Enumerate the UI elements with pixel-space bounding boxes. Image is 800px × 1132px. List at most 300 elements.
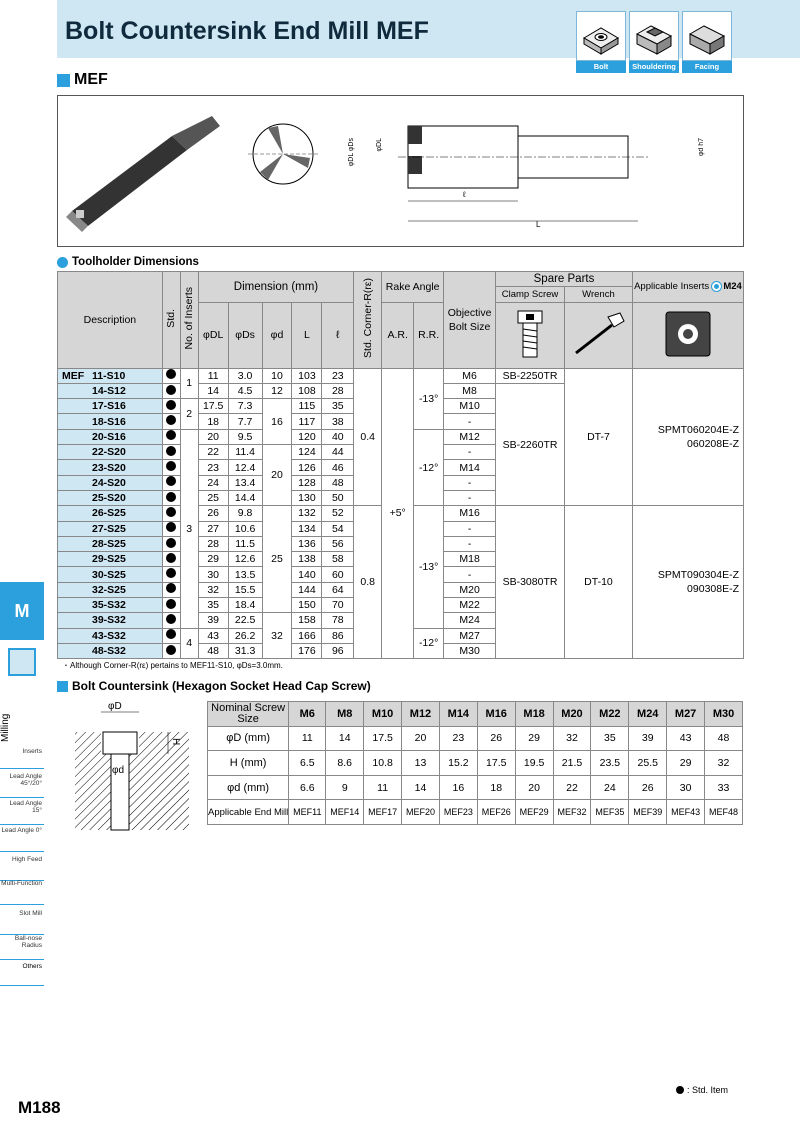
- std-cell: [162, 429, 180, 444]
- clamp-screw-image: [496, 302, 565, 368]
- sidebar-divider: [0, 824, 44, 825]
- model-label: 27-S25: [92, 522, 126, 535]
- L-cell: 158: [292, 613, 322, 628]
- std-cell: [162, 445, 180, 460]
- l-header: ℓ: [322, 302, 354, 368]
- description-cell: [58, 414, 163, 429]
- dimension-header: Dimension (mm): [198, 272, 354, 303]
- table-cell: MEF32: [553, 800, 591, 825]
- table-cell: 20: [402, 726, 440, 751]
- bolt-countersinking-tile: [576, 11, 632, 83]
- l-cell: 86: [322, 628, 354, 643]
- bolt-d-label: φd: [112, 765, 125, 776]
- description-cell: [58, 429, 163, 444]
- std-dot-icon: [166, 446, 176, 456]
- L-cell: 120: [292, 429, 322, 444]
- wrench-cell: DT-10: [564, 506, 632, 659]
- table-cell: 29: [667, 751, 705, 776]
- model-label: 20-S16: [92, 430, 126, 443]
- std-item-label: : Std. Item: [687, 1085, 729, 1095]
- sidebar-divider: [0, 851, 44, 852]
- description-cell: [58, 383, 163, 398]
- L-cell: 134: [292, 521, 322, 536]
- sidebar-divider: [0, 959, 44, 960]
- table-cell: MEF11: [289, 800, 326, 825]
- insert-image: [632, 302, 743, 368]
- std-dot-icon: [166, 568, 176, 578]
- dl-cell: 17.5: [198, 399, 228, 414]
- std-cell: [162, 414, 180, 429]
- sidebar-item[interactable]: Lead Angle 0°: [1, 827, 42, 834]
- table-cell: MEF20: [402, 800, 440, 825]
- clamp-screw-header: Clamp Screw: [496, 287, 565, 302]
- table-cell: 14: [326, 726, 364, 751]
- l-cell: 70: [322, 598, 354, 613]
- toolholder-dimensions-table: [57, 271, 744, 659]
- description-cell: [58, 598, 163, 613]
- bolt-size-cell: -: [444, 521, 496, 536]
- wrench-header: Wrench: [564, 287, 632, 302]
- ds-cell: 31.3: [228, 643, 262, 658]
- section-bolt-heading: [57, 679, 371, 693]
- L-cell: 140: [292, 567, 322, 582]
- inserts-cell: 4: [180, 628, 198, 659]
- L-cell: 144: [292, 582, 322, 597]
- L-cell: 115: [292, 399, 322, 414]
- tool-drawing-frame: [57, 95, 744, 247]
- rake-angle-header: Rake Angle: [382, 272, 444, 303]
- L-cell: 130: [292, 490, 322, 505]
- std-cell: [162, 383, 180, 398]
- d-cell: 10: [262, 368, 292, 383]
- rr-header: R.R.: [414, 302, 444, 368]
- std-cell: [162, 490, 180, 505]
- screw-size-header: M12: [402, 702, 440, 727]
- table-cell: 6.5: [289, 751, 326, 776]
- insert-icon: [662, 308, 714, 360]
- l-cell: 46: [322, 460, 354, 475]
- table-cell: 39: [629, 726, 667, 751]
- model-label: 28-S25: [92, 538, 126, 550]
- facing-tile: [682, 11, 732, 73]
- sidebar: [0, 582, 44, 742]
- sidebar-item[interactable]: Slot Mill: [19, 910, 42, 917]
- d-cell: 20: [262, 445, 292, 506]
- table-row: [58, 368, 744, 383]
- std-cell: [162, 613, 180, 628]
- clamp-screw-icon: [515, 309, 545, 359]
- ds-cell: 3.0: [228, 368, 262, 383]
- bolt-size-cell: M24: [444, 613, 496, 628]
- ar-header: A.R.: [382, 302, 414, 368]
- shank-d-label: φd h7: [698, 138, 705, 157]
- bolt-countersinking-label: Bolt Countersinking: [576, 62, 632, 83]
- std-cell: [162, 368, 180, 383]
- dl-cell: 32: [198, 582, 228, 597]
- rr-cell: -12°: [414, 429, 444, 505]
- wrench-icon: [568, 309, 628, 359]
- dl-cell: 20: [198, 429, 228, 444]
- table-row: [208, 751, 743, 776]
- model-label: 11-S10: [92, 369, 126, 382]
- description-cell: [58, 582, 163, 597]
- dl-cell: 26: [198, 506, 228, 521]
- table-cell: 48: [705, 726, 743, 751]
- d-cell: 16: [262, 399, 292, 445]
- sidebar-item[interactable]: Lead Angle 15°: [9, 800, 42, 814]
- screw-size-header: M16: [477, 702, 515, 727]
- row-label: Applicable End Mill: [208, 800, 289, 825]
- description-cell: [58, 521, 163, 536]
- screw-size-header: M22: [591, 702, 629, 727]
- flute-length-label: ℓ: [463, 190, 466, 199]
- L-cell: 136: [292, 536, 322, 551]
- l-cell: 78: [322, 613, 354, 628]
- table-cell: MEF39: [629, 800, 667, 825]
- sidebar-item[interactable]: Others: [22, 963, 42, 970]
- insert-cell: SPMT090304E-Z 090308E-Z: [632, 506, 743, 659]
- model-label: 30-S25: [92, 568, 126, 581]
- table-cell: 22: [553, 775, 591, 800]
- L-cell: 138: [292, 552, 322, 567]
- table-cell: 11: [289, 726, 326, 751]
- dl-cell: 22: [198, 445, 228, 460]
- bolt-size-cell: -: [444, 567, 496, 582]
- L-cell: 103: [292, 368, 322, 383]
- bolt-size-cell: M8: [444, 383, 496, 398]
- dl-cell: 25: [198, 490, 228, 505]
- rr-cell: -12°: [414, 628, 444, 659]
- inserts-cell: 2: [180, 399, 198, 430]
- bolt-size-cell: M20: [444, 582, 496, 597]
- sidebar-section-m[interactable]: M: [0, 582, 44, 640]
- l-cell: 38: [322, 414, 354, 429]
- table-cell: 25.5: [629, 751, 667, 776]
- ds-cell: 18.4: [228, 598, 262, 613]
- bolt-size-cell: M12: [444, 429, 496, 444]
- d-cell: 32: [262, 613, 292, 659]
- model-label: 32-S25: [92, 583, 126, 596]
- table-cell: MEF29: [515, 800, 553, 825]
- dl-cell: 48: [198, 643, 228, 658]
- description-cell: [58, 460, 163, 475]
- table-cell: 26: [477, 726, 515, 751]
- facing-icon: [686, 16, 728, 56]
- std-cell: [162, 521, 180, 536]
- bolt-size-cell: M30: [444, 643, 496, 658]
- model-label: 35-S32: [92, 599, 126, 612]
- ds-cell: 11.5: [228, 536, 262, 551]
- L-cell: 166: [292, 628, 322, 643]
- dl-cell: 39: [198, 613, 228, 628]
- model-label: 23-S20: [92, 461, 126, 474]
- screw-size-header: M14: [439, 702, 477, 727]
- applicable-inserts-label: Applicable Inserts: [634, 281, 710, 293]
- dl-dimension-label: φDL: [376, 138, 383, 152]
- model-label: 43-S32: [92, 629, 126, 642]
- table-cell: 32: [705, 751, 743, 776]
- bolt-size-cell: M22: [444, 598, 496, 613]
- screw-size-header: M6: [289, 702, 326, 727]
- section-bolt-label: Bolt Countersink (Hexagon Socket Head Cap Screw): [72, 679, 371, 693]
- table-cell: MEF43: [667, 800, 705, 825]
- model-label: 29-S25: [92, 553, 126, 566]
- section-mef-heading: [57, 71, 108, 89]
- dl-ds-dimension-label: φDL φDs: [348, 138, 355, 167]
- end-mill-photo: [62, 116, 222, 236]
- sidebar-divider: [0, 768, 44, 769]
- l-cell: 58: [322, 552, 354, 567]
- l-cell: 60: [322, 567, 354, 582]
- bolt-size-cell: -: [444, 445, 496, 460]
- description-cell: [58, 613, 163, 628]
- std-dot-icon: [166, 553, 176, 563]
- application-icons: [576, 11, 732, 83]
- table-cell: MEF48: [705, 800, 743, 825]
- description-cell: [58, 368, 163, 383]
- std-cell: [162, 506, 180, 521]
- shouldering-label: Shouldering: [629, 61, 679, 73]
- corner-r-header: Std. Corner-R(rε): [354, 272, 382, 369]
- bolt-size-cell: M18: [444, 552, 496, 567]
- std-dot-icon: [166, 522, 176, 532]
- table-cell: MEF17: [364, 800, 402, 825]
- table-cell: 11: [364, 775, 402, 800]
- ds-cell: 7.7: [228, 414, 262, 429]
- screw-size-header: M10: [364, 702, 402, 727]
- bolt-countersink-table: [207, 701, 743, 825]
- dl-cell: 35: [198, 598, 228, 613]
- table-cell: MEF26: [477, 800, 515, 825]
- l-cell: 28: [322, 383, 354, 398]
- std-dot-icon: [676, 1086, 684, 1094]
- dl-cell: 29: [198, 552, 228, 567]
- screw-size-header: M24: [629, 702, 667, 727]
- model-label: 14-S12: [92, 385, 126, 398]
- screw-size-header: M27: [667, 702, 705, 727]
- description-cell: [58, 567, 163, 582]
- ds-cell: 12.4: [228, 460, 262, 475]
- table-cell: 13: [402, 751, 440, 776]
- section-toolholder-heading: [57, 256, 199, 268]
- description-cell: [58, 506, 163, 521]
- section-toolholder-label: Toolholder Dimensions: [72, 256, 199, 268]
- sidebar-item[interactable]: Ball-nose Radius: [14, 935, 42, 949]
- spare-parts-header: Spare Parts: [496, 272, 633, 287]
- std-dot-icon: [166, 629, 176, 639]
- milling-icon: [8, 648, 36, 676]
- m24-label: M24: [723, 281, 742, 293]
- ds-cell: 10.6: [228, 521, 262, 536]
- bolt-size-cell: M10: [444, 399, 496, 414]
- shouldering-icon: [633, 16, 675, 56]
- std-cell: [162, 598, 180, 613]
- section-mef-label: MEF: [74, 71, 108, 88]
- description-header: Description: [58, 272, 163, 369]
- ds-cell: 13.5: [228, 567, 262, 582]
- nominal-screw-size-header: Nominal Screw Size: [208, 702, 289, 727]
- std-item-legend: [676, 1085, 728, 1095]
- model-label: 24-S20: [92, 476, 126, 489]
- dl-cell: 24: [198, 475, 228, 490]
- sidebar-divider: [0, 797, 44, 798]
- shouldering-tile: [629, 11, 679, 73]
- L-cell: 117: [292, 414, 322, 429]
- dl-cell: 14: [198, 383, 228, 398]
- std-dot-icon: [166, 538, 176, 548]
- bolt-countersinking-icon: [580, 16, 622, 56]
- table-cell: MEF23: [439, 800, 477, 825]
- bolt-size-cell: -: [444, 475, 496, 490]
- clamp-screw-cell: SB-2250TR: [496, 368, 565, 383]
- model-label: 48-S32: [92, 645, 126, 658]
- page-title: Bolt Countersink End Mill MEF: [65, 17, 429, 45]
- model-label: 17-S16: [92, 400, 126, 413]
- bolt-size-cell: M6: [444, 368, 496, 383]
- corner-r-note: ・Although Corner-R(rε) pertains to MEF11-S10, φDs=3.0mm.: [62, 661, 283, 670]
- std-dot-icon: [166, 492, 176, 502]
- std-dot-icon: [166, 614, 176, 624]
- wrench-cell: DT-7: [564, 368, 632, 506]
- description-cell: [58, 445, 163, 460]
- description-cell: [58, 475, 163, 490]
- end-view-drawing: [248, 114, 318, 194]
- screw-size-header: M20: [553, 702, 591, 727]
- model-label: 39-S32: [92, 614, 126, 627]
- ar-cell: +5°: [382, 368, 414, 659]
- model-label: 26-S25: [92, 507, 126, 520]
- ds-cell: 12.6: [228, 552, 262, 567]
- l-cell: 54: [322, 521, 354, 536]
- section-dot-icon: [57, 257, 68, 268]
- dl-cell: 43: [198, 628, 228, 643]
- ds-header: φDs: [228, 302, 262, 368]
- table-cell: MEF14: [326, 800, 364, 825]
- applicable-inserts-header: [632, 272, 743, 303]
- description-cell: [58, 536, 163, 551]
- sidebar-item[interactable]: Multi-Function: [1, 880, 42, 887]
- ds-cell: 4.5: [228, 383, 262, 398]
- L-cell: 128: [292, 475, 322, 490]
- l-cell: 44: [322, 445, 354, 460]
- side-view-drawing: [348, 106, 668, 236]
- ds-cell: 26.2: [228, 628, 262, 643]
- std-cell: [162, 536, 180, 551]
- sidebar-divider: [0, 904, 44, 905]
- L-cell: 108: [292, 383, 322, 398]
- d-header: φd: [262, 302, 292, 368]
- table-cell: 43: [667, 726, 705, 751]
- L-cell: 124: [292, 445, 322, 460]
- table-row: [208, 800, 743, 825]
- ds-cell: 9.8: [228, 506, 262, 521]
- table-row: [208, 726, 743, 751]
- l-cell: 48: [322, 475, 354, 490]
- clamp-screw-cell: SB-2260TR: [496, 383, 565, 505]
- screw-size-header: M30: [705, 702, 743, 727]
- L-cell: 176: [292, 643, 322, 658]
- std-cell: [162, 399, 180, 414]
- dl-cell: 23: [198, 460, 228, 475]
- table-cell: 17.5: [364, 726, 402, 751]
- std-cell: [162, 567, 180, 582]
- bolt-H-label: H: [172, 738, 183, 746]
- sidebar-item[interactable]: Inserts: [22, 748, 42, 755]
- table-cell: 26: [629, 775, 667, 800]
- sidebar-item[interactable]: High Feed: [12, 856, 42, 863]
- std-dot-icon: [166, 507, 176, 517]
- bolt-size-cell: M27: [444, 628, 496, 643]
- std-cell: [162, 643, 180, 658]
- screw-size-header: M8: [326, 702, 364, 727]
- std-cell: [162, 552, 180, 567]
- facing-label: Facing: [682, 61, 732, 73]
- std-dot-icon: [166, 461, 176, 471]
- table-cell: 19.5: [515, 751, 553, 776]
- insert-cell: SPMT060204E-Z 060208E-Z: [632, 368, 743, 506]
- model-label: 18-S16: [92, 415, 126, 428]
- dl-cell: 27: [198, 521, 228, 536]
- table-cell: 14: [402, 775, 440, 800]
- bolt-D-label: φD: [108, 701, 122, 712]
- bolt-size-cell: M16: [444, 506, 496, 521]
- corner-cell: 0.8: [354, 506, 382, 659]
- page-number: M188: [18, 1098, 61, 1117]
- table-cell: MEF35: [591, 800, 629, 825]
- ds-cell: 15.5: [228, 582, 262, 597]
- table-cell: 33: [705, 775, 743, 800]
- L-header: L: [292, 302, 322, 368]
- std-dot-icon: [166, 645, 176, 655]
- overall-length-label: L: [536, 220, 541, 229]
- row-label: H (mm): [208, 751, 289, 776]
- L-cell: 150: [292, 598, 322, 613]
- table-cell: 20: [515, 775, 553, 800]
- inserts-cell: 1: [180, 368, 198, 399]
- table-cell: 29: [515, 726, 553, 751]
- table-cell: 9: [326, 775, 364, 800]
- ds-cell: 7.3: [228, 399, 262, 414]
- table-cell: 35: [591, 726, 629, 751]
- sidebar-item[interactable]: Lead Angle 45°/20°: [9, 773, 42, 787]
- table-cell: 18: [477, 775, 515, 800]
- description-cell: [58, 643, 163, 658]
- std-cell: [162, 475, 180, 490]
- table-cell: 32: [553, 726, 591, 751]
- std-dot-icon: [166, 599, 176, 609]
- l-cell: 52: [322, 506, 354, 521]
- description-cell: [58, 552, 163, 567]
- table-cell: 15.2: [439, 751, 477, 776]
- table-cell: 24: [591, 775, 629, 800]
- dl-cell: 18: [198, 414, 228, 429]
- m24-badge: [712, 282, 721, 291]
- std-dot-icon: [166, 400, 176, 410]
- sidebar-category-milling: Milling: [0, 713, 11, 742]
- l-cell: 50: [322, 490, 354, 505]
- l-cell: 40: [322, 429, 354, 444]
- ds-cell: 13.4: [228, 475, 262, 490]
- row-label: φD (mm): [208, 726, 289, 751]
- table-cell: 23: [439, 726, 477, 751]
- bolt-countersink-drawing: [73, 702, 193, 832]
- table-cell: 30: [667, 775, 705, 800]
- L-cell: 132: [292, 506, 322, 521]
- std-dot-icon: [166, 430, 176, 440]
- ds-cell: 11.4: [228, 445, 262, 460]
- rr-cell: -13°: [414, 368, 444, 429]
- ds-cell: 14.4: [228, 490, 262, 505]
